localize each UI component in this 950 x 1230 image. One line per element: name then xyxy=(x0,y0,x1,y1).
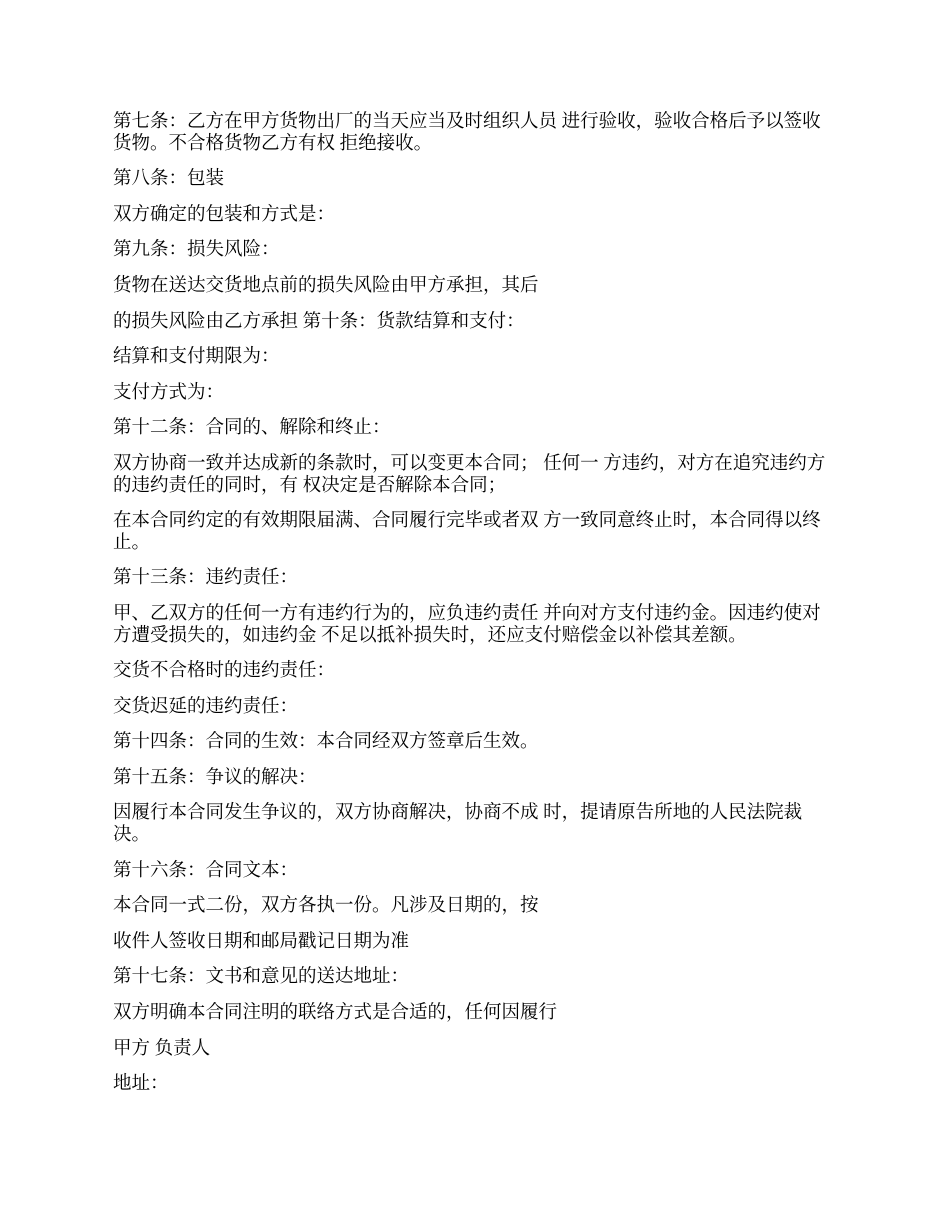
clause-17-heading: 第十七条：文书和意见的送达地址： xyxy=(113,967,410,988)
clause-16-heading: 第十六条：合同文本： xyxy=(113,860,299,881)
clause-13-heading: 第十三条：违约责任： xyxy=(113,568,299,589)
clause-7-acceptance: 第七条：乙方在甲方货物出厂的当天应当及时组织人员 进行验收，验收合格后予以签收货物。不合格货物乙方有权 拒绝接收。 xyxy=(113,112,821,154)
clause-14-effectiveness: 第十四条：合同的生效：本合同经双方签章后生效。 xyxy=(113,732,539,753)
settlement-term-line: 结算和支付期限为： xyxy=(113,347,280,368)
late-delivery-line: 交货迟延的违约责任： xyxy=(113,696,299,717)
contract-change-paragraph: 双方协商一致并达成新的条款时，可以变更本合同； 任何一 方违约，对方在追究违约方的违约责任的同时，有 权决定是否解除本合同； xyxy=(113,453,826,496)
clause-8-heading: 第八条：包装 xyxy=(113,169,225,190)
date-basis-line: 收件人签收日期和邮局戳记日期为准 xyxy=(113,931,410,952)
clause-9-heading: 第九条：损失风险： xyxy=(113,240,280,261)
dispute-resolution-paragraph: 因履行本合同发生争议的，双方协商解决，协商不成 时，提请原告所地的人民法院裁决。 xyxy=(113,803,803,846)
clause-12-heading: 第十二条：合同的、解除和终止： xyxy=(113,418,391,439)
breach-liability-paragraph: 甲、乙双方的任何一方有违约行为的，应负违约责任 并向对方支付违约金。因违约使对方遭受损失的，如违约金 不足以抵补损失时，还应支付赔偿金以补偿其差额。 xyxy=(113,603,821,646)
clause-15-heading: 第十五条：争议的解决： xyxy=(113,767,317,788)
address-line: 地址： xyxy=(113,1074,169,1095)
contact-method-line: 双方明确本合同注明的联络方式是合适的，任何因履行 xyxy=(113,1003,558,1024)
nonconforming-delivery-line: 交货不合格时的违约责任： xyxy=(113,661,336,682)
contract-termination-paragraph: 在本合同约定的有效期限届满、合同履行完毕或者双 方一致同意终止时，本合同得以终止。 xyxy=(113,511,821,553)
document-body xyxy=(113,112,833,1110)
copies-line: 本合同一式二份，双方各执一份。凡涉及日期的，按 xyxy=(113,896,539,917)
risk-after-delivery-clause-10-line: 的损失风险由乙方承担 第十条：货款结算和支付： xyxy=(113,311,525,332)
payment-method-line: 支付方式为： xyxy=(113,382,225,403)
risk-before-delivery-line: 货物在送达交货地点前的损失风险由甲方承担，其后 xyxy=(113,275,539,296)
party-a-representative-line: 甲方 负责人 xyxy=(113,1038,211,1059)
packaging-method-line: 双方确定的包装和方式是： xyxy=(113,204,336,225)
